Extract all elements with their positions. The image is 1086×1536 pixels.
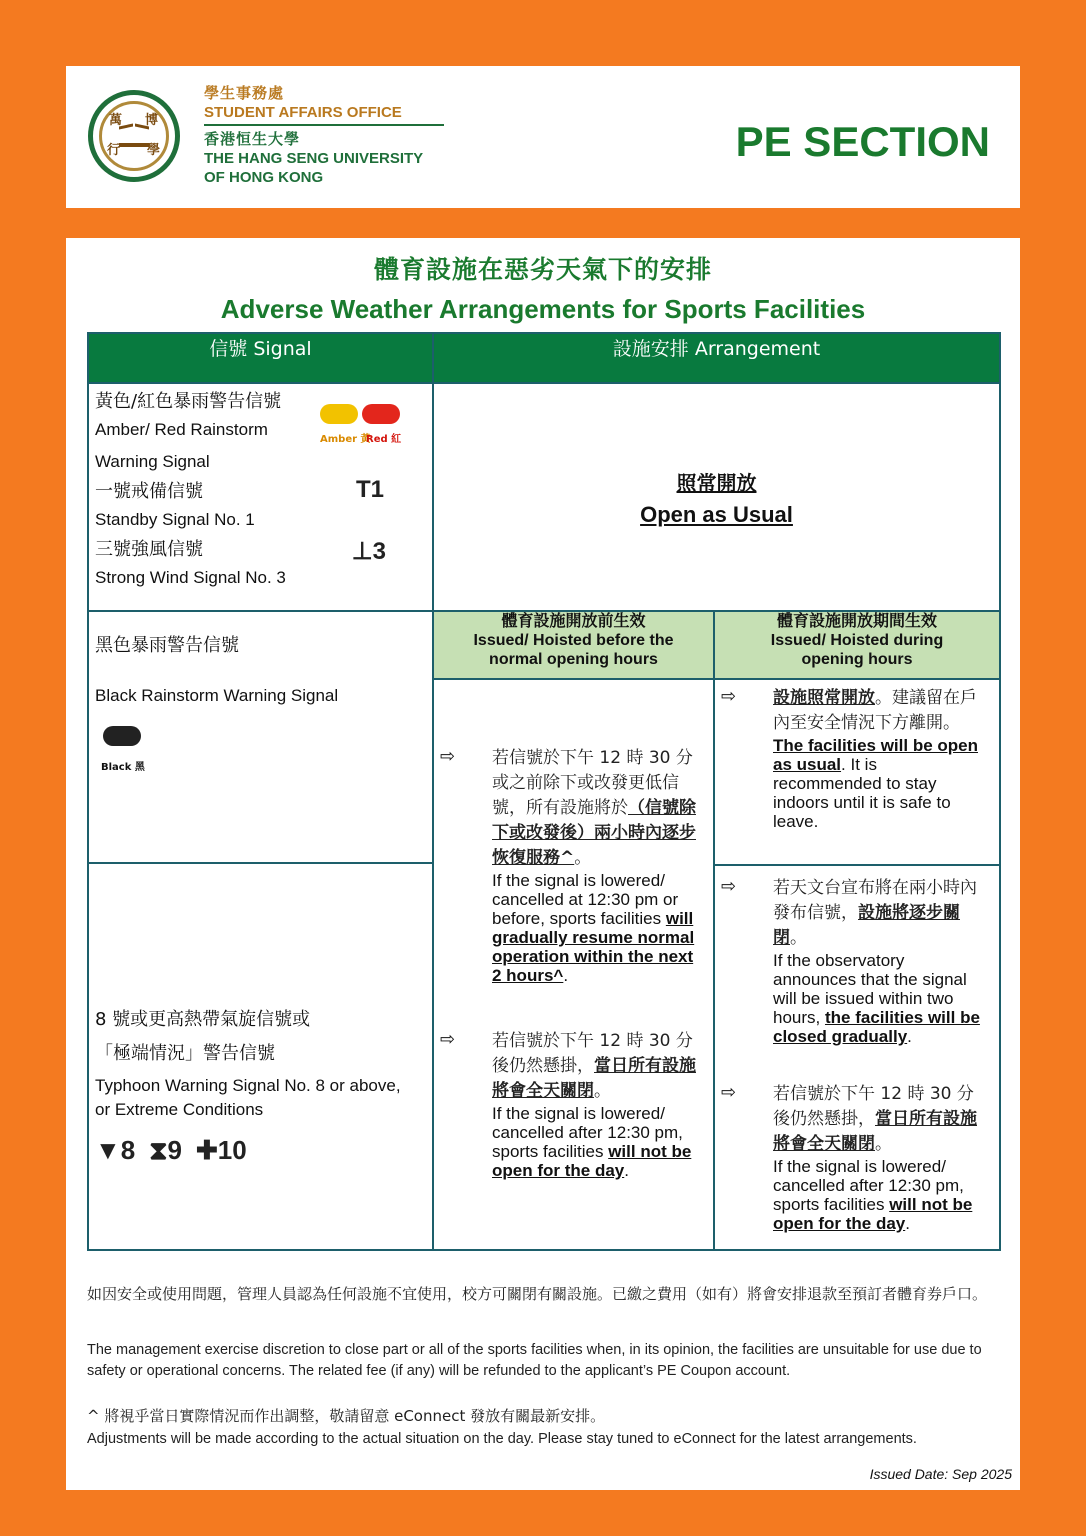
university-name-en-2: OF HONG KONG (204, 169, 324, 186)
book-icon (119, 125, 149, 147)
arrangement-table (87, 332, 1001, 1251)
subheader-during-opening: 體育設施開放期間生效 Issued/ Hoisted during opening hours (714, 611, 1000, 679)
arrow-icon: ⇨ (440, 1029, 456, 1050)
black-rainstorm-signal: 黑色暴雨警告信號 Black Rainstorm Warning Signal Black 黑 (89, 612, 432, 864)
caret-note-cn: ^ 將視乎當日實際情況而作出調整，敬請留意 eConnect 發放有關最新安排。 (87, 1407, 606, 1425)
rainstorm-icon: Amber 黃 Red 紅 (320, 404, 410, 444)
signal-cell-general (88, 383, 433, 611)
during-opening-arrangements (714, 679, 1000, 1250)
arrow-icon: ⇨ (721, 876, 737, 897)
resume-service-item: ⇨ 若信號於下午 12 時 30 分或之前除下或改發更低信號，所有設施將於（信號除下或改發後）兩小時內逐步恢復服務^。 If the signal is lowered/ cancelled at 12:30 pm or before, sports facilities will gradually resume normal operation within the next 2 hours^. (440, 746, 696, 985)
organization-name (204, 84, 444, 187)
university-name-cn: 香港恒生大學 (204, 130, 301, 148)
note-en: The management exercise discretion to close part or all of the sports facilities when, in its opinion, the facilities are unsuitable for use due to safety or operational concerns. The related fee (if any) will be refunded to the applicant’s PE Coupon account. (87, 1342, 982, 1379)
seal-char: 萬 (109, 113, 123, 128)
signal-cell-black (88, 611, 433, 1250)
office-name-en: STUDENT AFFAIRS OFFICE (204, 104, 402, 121)
divider (204, 124, 444, 126)
col-header-arrangement: 設施安排 Arrangement (433, 333, 1000, 383)
black-open-usual-item: ⇨ 設施照常開放。建議留在戶內至安全情況下方離開。 The facilities will be open as usual. It is recommended to stay indoors until it is safe to leave. (721, 686, 978, 831)
subheader-before-opening: 體育設施開放前生效 Issued/ Hoisted before the normal opening hours (433, 611, 714, 679)
strong-wind-signal: 三號強風信號 Strong Wind Signal No. 3 ⊥3 (95, 538, 386, 587)
seal-char: 行 (107, 143, 121, 158)
arrow-icon: ⇨ (440, 746, 456, 767)
university-logo (88, 90, 180, 182)
closed-all-day-item: ⇨ 若信號於下午 12 時 30 分後仍然懸掛，當日所有設施將會全天關閉。 If the signal is lowered/ cancelled after 12:30 pm, sports facilities will not be open for the day. (440, 1029, 696, 1180)
page-title-cn: 體育設施在惡劣天氣下的安排 (373, 255, 712, 284)
col-header-signal: 信號 Signal (88, 333, 433, 383)
issued-date: Issued Date: Sep 2025 (869, 1466, 1012, 1482)
university-name-en-1: THE HANG SENG UNIVERSITY (204, 150, 424, 167)
close-gradually-item: ⇨ 若天文台宣布將在兩小時內發布信號，設施將逐步關閉。 If the observatory announces that the signal will be issued within two hours, the facilities will be closed gradually. (721, 876, 980, 1046)
typhoon-signal-icons (95, 1135, 426, 1165)
arrow-icon: ⇨ (721, 686, 737, 707)
black-rainstorm-icon: Black 黑 (95, 726, 155, 776)
seal-char: 學 (147, 143, 161, 158)
standby-signal-icon: T1 (355, 476, 384, 503)
typhoon-closed-all-day-item: ⇨ 若信號於下午 12 時 30 分後仍然懸掛，當日所有設施將會全天關閉。 If the signal is lowered/ cancelled after 12:30 pm, sports facilities will not be open for the day. (721, 1082, 977, 1233)
black-during-cell (715, 680, 999, 866)
before-opening-arrangements (433, 679, 714, 1250)
caret-note-en: Adjustments will be made according to the actual situation on the day. Please stay tuned to eConnect for the latest arrangements. (87, 1431, 917, 1447)
page-title-en: Adverse Weather Arrangements for Sports Facilities (220, 294, 866, 324)
arrangement-open-as-usual: 照常開放 Open as Usual (433, 383, 1000, 611)
seal-char: 博 (145, 113, 159, 128)
strong-wind-signal-icon: ⊥3 (351, 538, 386, 565)
section-title: PE SECTION (735, 118, 990, 165)
header-banner (66, 66, 1020, 208)
typhoon-signal: 8 號或更高熱帶氣旋信號或 「極端情況」警告信號 Typhoon Warning Signal No. 8 or above, or Extreme Conditions ▼8 ⧗9 ✚10 (89, 864, 432, 1162)
signal-8-icon: ▼8 (95, 1135, 136, 1165)
office-name-cn: 學生事務處 (204, 84, 285, 102)
arrow-icon: ⇨ (721, 1082, 737, 1103)
main-notice (66, 238, 1020, 1490)
signal-10-icon: ✚10 (195, 1135, 247, 1165)
signal-9-icon: ⧗9 (149, 1135, 182, 1165)
amber-red-signal: 黃色/紅色暴雨警告信號 Amber/ Red Rainstorm Warning Signal Amber 黃 Red 紅 (95, 390, 426, 474)
typhoon-during-cell (715, 866, 999, 1249)
note-cn: 如因安全或使用問題，管理人員認為任何設施不宜使用，校方可關閉有關設施。已繳之費用（如有）將會安排退款至預訂者體育券戶口。 (87, 1285, 988, 1303)
standby-signal: 一號戒備信號 Standby Signal No. 1 T1 (95, 476, 384, 529)
